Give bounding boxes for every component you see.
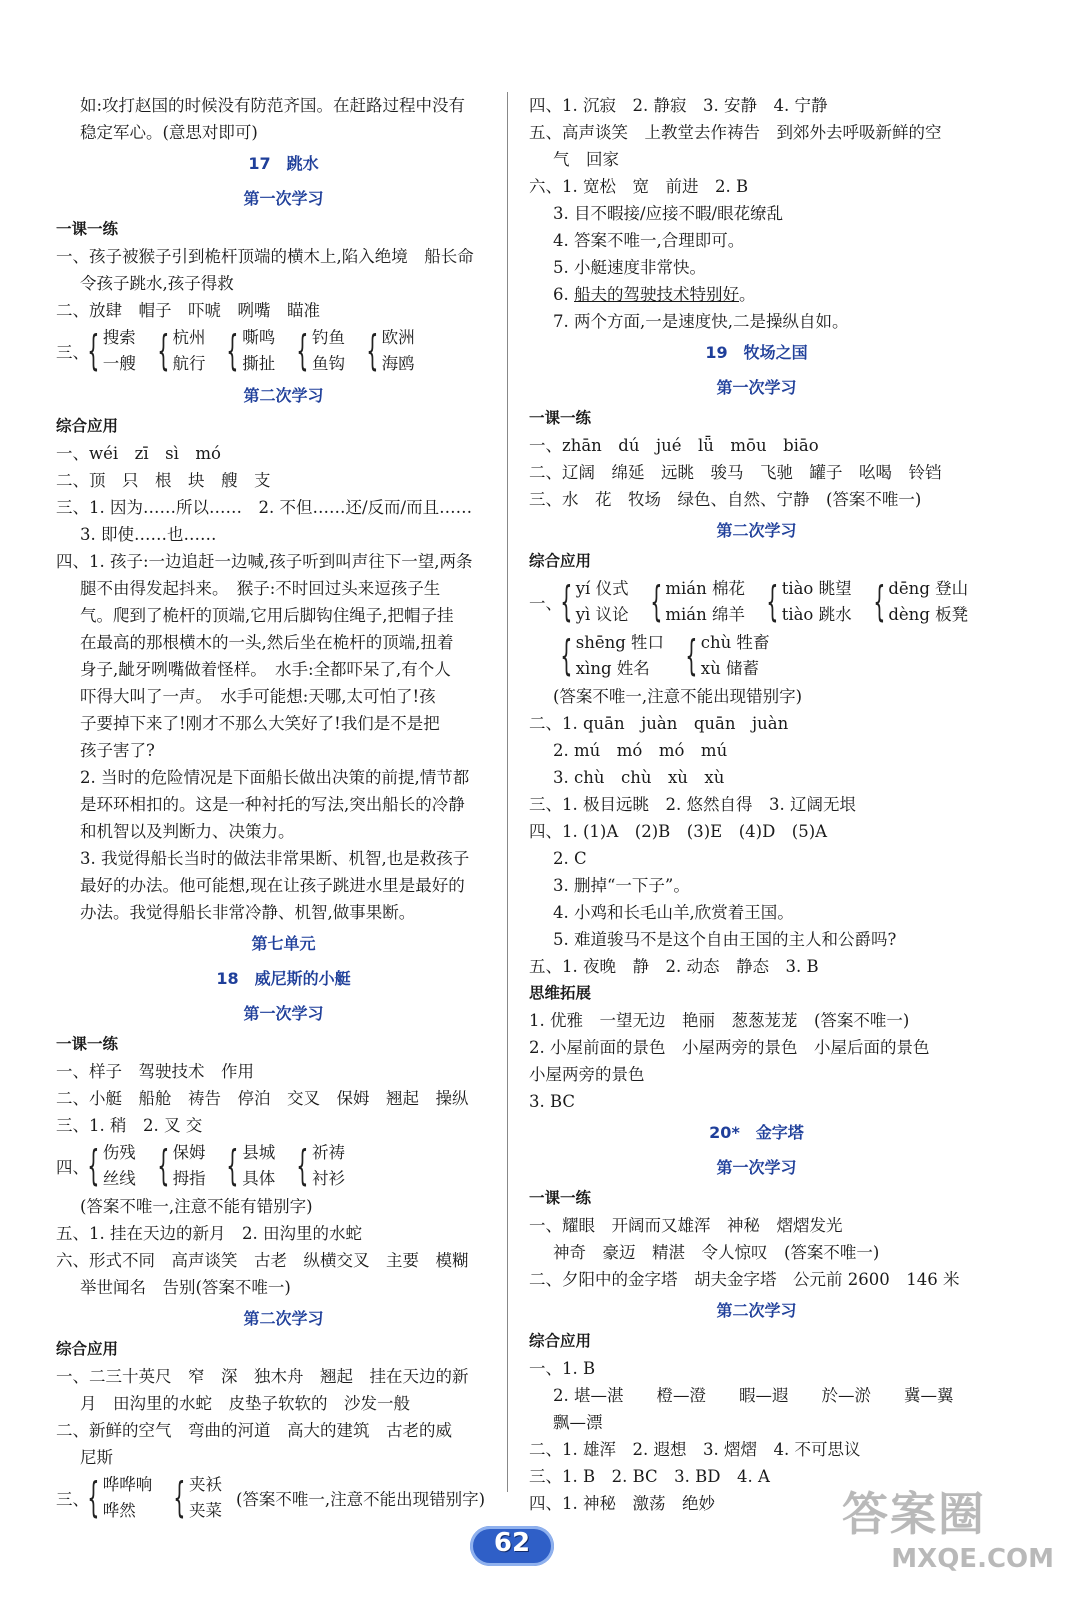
brace-icon: { — [226, 1141, 239, 1190]
answer-line: 最好的办法。他可能想,现在让孩子跳进水里是最好的 — [80, 876, 465, 895]
word: 搜索 — [102, 328, 136, 347]
word-stack — [382, 325, 415, 377]
brace-pair — [166, 1472, 222, 1524]
column-divider — [507, 92, 508, 1492]
answer-note: (答案不唯一,注意不能出现错别字) — [235, 1490, 486, 1509]
subsection-label: 一课一练 — [56, 220, 119, 238]
word-stack — [103, 325, 136, 377]
answer-line: 腿不由得发起抖来。 猴子:不时回过头来逗孩子生 — [80, 579, 441, 598]
word: 保姆 — [172, 1143, 206, 1162]
answer-line: 四、1. 沉寂 2. 静寂 3. 安静 4. 宁静 — [529, 96, 828, 115]
word: yí 仪式 — [575, 579, 629, 598]
word: xìng 姓名 — [575, 659, 650, 678]
brace-pair — [759, 576, 852, 628]
word: 夹菜 — [188, 1501, 222, 1520]
brace-icon: { — [296, 326, 309, 375]
answer-line: 1. 优雅 一望无边 艳丽 葱葱茏茏 (答案不唯一) — [529, 1011, 910, 1030]
answer-line: (答案不唯一,注意不能出现错别字) — [553, 687, 803, 706]
brace-icon: { — [157, 326, 170, 375]
word: 欧洲 — [381, 328, 415, 347]
word-stack — [665, 576, 745, 628]
answer-line: 二、新鲜的空气 弯曲的河道 高大的建筑 古老的威 — [56, 1421, 452, 1440]
answer-line: 孩子害了? — [80, 741, 155, 760]
answer-line: 三、1. 稍 2. 叉 交 — [56, 1116, 203, 1135]
section-heading: 第一次学习 — [716, 378, 797, 397]
section-heading: 第二次学习 — [716, 1301, 797, 1320]
word: 哗哗响 — [102, 1475, 153, 1494]
item-number: 三、 — [56, 343, 89, 362]
word: 海鸥 — [381, 354, 415, 373]
subsection-label: 一课一练 — [529, 1189, 592, 1207]
answer-line: 一、zhān dú jué lǖ mōu biāo — [529, 436, 819, 455]
answer-line: 3. chù chù xù xù — [553, 768, 725, 787]
brace-pair — [553, 630, 664, 682]
section-heading: 第二次学习 — [243, 386, 324, 405]
brace-icon: { — [226, 326, 239, 375]
brace-group — [56, 1139, 511, 1193]
brace-icon: { — [366, 326, 379, 375]
answer-line: 三、1. 极目远眺 2. 悠然自得 3. 辽阔无垠 — [529, 795, 856, 814]
answer-line: 举世闻名 告别(答案不唯一) — [80, 1278, 291, 1297]
word-stack — [103, 1472, 153, 1524]
answer-line: 3. 我觉得船长当时的做法非常果断、机智,也是救孩子 — [80, 849, 470, 868]
word-stack — [312, 1140, 345, 1192]
item-number: 一、 — [529, 594, 562, 613]
right-column — [529, 92, 984, 1517]
subsection-label: 综合应用 — [529, 552, 592, 570]
answer-line: 气 回家 — [553, 150, 619, 169]
watermark-line1: 答案圈 — [842, 1487, 986, 1541]
word-stack — [103, 1140, 136, 1192]
brace-group — [529, 629, 984, 683]
word: dēng 登山 — [888, 579, 969, 598]
word-stack — [576, 576, 629, 628]
brace-pair — [678, 630, 769, 682]
word: 夹袄 — [188, 1475, 222, 1494]
section-heading: 第二次学习 — [716, 521, 797, 540]
answer-line: 7. 两个方面,一是速度快,二是操纵自如。 — [553, 312, 849, 331]
answer-line: 二、顶 只 根 块 艘 支 — [56, 471, 271, 490]
answer-line: 一、wéi zī sì mó — [56, 444, 221, 463]
underlined-answer: 船夫的驾驶技术特别好 — [574, 285, 739, 304]
left-column — [56, 92, 511, 1525]
answer-line: 一、二三十英尺 窄 深 独木舟 翘起 挂在天边的新 — [56, 1367, 469, 1386]
word-stack — [312, 325, 345, 377]
word: mián 棉花 — [665, 579, 745, 598]
answer-line: 五、1. 挂在天边的新月 2. 田沟里的水蛇 — [56, 1224, 362, 1243]
word: 具体 — [242, 1169, 276, 1188]
brace-group — [56, 324, 511, 378]
section-heading: 20* 金字塔 — [709, 1123, 804, 1142]
word: 杭州 — [172, 328, 206, 347]
answer-line: 四、1. 孩子:一边追赶一边喊,孩子听到叫声往下一望,两条 — [56, 552, 473, 571]
word: 鱼钩 — [311, 354, 345, 373]
answer-line: 5. 小艇速度非常快。 — [553, 258, 706, 277]
word: chù 牲畜 — [700, 633, 770, 652]
answer-line: 飘—漂 — [553, 1413, 603, 1432]
subsection-label: 思维拓展 — [529, 984, 592, 1002]
brace-pair — [150, 325, 206, 377]
brace-pair — [219, 1140, 275, 1192]
answer-line: 小屋两旁的景色 — [529, 1065, 645, 1084]
brace-icon: { — [766, 577, 779, 626]
word: 县城 — [242, 1143, 276, 1162]
answer-line: 二、放肆 帽子 吓唬 咧嘴 瞄准 — [56, 301, 320, 320]
brace-icon: { — [87, 1141, 100, 1190]
brace-group — [56, 1471, 511, 1525]
answer-line: 2. C — [553, 849, 587, 868]
word-stack — [172, 325, 205, 377]
word: yì 议论 — [575, 605, 629, 624]
word: dèng 板凳 — [888, 605, 969, 624]
section-heading: 第一次学习 — [243, 189, 324, 208]
answer-line: 五、高声谈笑 上教堂去作祷告 到郊外去呼吸新鲜的空 — [529, 123, 942, 142]
answer-line: 一、耀眼 开阔而又雄浑 神秘 熠熠发光 — [529, 1216, 843, 1235]
brace-icon: { — [296, 1141, 309, 1190]
brace-pair — [150, 1140, 206, 1192]
brace-pair — [643, 576, 745, 628]
word-stack — [189, 1472, 222, 1524]
brace-icon: { — [649, 577, 662, 626]
brace-pair — [866, 576, 969, 628]
brace-icon: { — [173, 1473, 186, 1522]
answer-line: 六、形式不同 高声谈笑 古老 纵横交叉 主要 模糊 — [56, 1251, 469, 1270]
brace-pair — [80, 325, 136, 377]
answer-line: 三、1. 因为……所以…… 2. 不但……还/反而/而且…… — [56, 498, 473, 517]
answer-line: 二、夕阳中的金字塔 胡夫金字塔 公元前 2600 146 米 — [529, 1270, 960, 1289]
answer-line: 二、1. quān juàn quān juàn — [529, 714, 789, 733]
answer-line: 二、1. 雄浑 2. 遐想 3. 熠熠 4. 不可思议 — [529, 1440, 861, 1459]
item-number: 四、 — [56, 1158, 89, 1177]
answer-line: 稳定军心。(意思对即可) — [80, 123, 258, 142]
answer-line: 在最高的那根横木的一头,然后坐在桅杆的顶端,扭着 — [80, 633, 454, 652]
answer-line: 月 田沟里的水蛇 皮垫子软软的 沙发一般 — [80, 1394, 410, 1413]
answer-line: 4. 小鸡和长毛山羊,欣赏着王国。 — [553, 903, 794, 922]
answer-line: 4. 答案不唯一,合理即可。 — [553, 231, 745, 250]
answer-line: 3. 即使……也…… — [80, 525, 217, 544]
answer-line: 四、1. (1)A (2)B (3)E (4)D (5)A — [529, 822, 828, 841]
watermark-line2: MXQE.COM — [891, 1544, 1054, 1574]
answer-line: 三、水 花 牧场 绿色、自然、宁静 (答案不唯一) — [529, 490, 922, 509]
answer-line: 子要掉下来了!刚才不那么大笑好了!我们是不是把 — [80, 714, 440, 733]
answer-line: 气。爬到了桅杆的顶端,它用后脚钩住绳子,把帽子挂 — [80, 606, 454, 625]
brace-pair — [553, 576, 629, 628]
section-heading: 第七单元 — [251, 934, 316, 953]
answer-line: 2. mú mó mó mú — [553, 741, 728, 760]
word-stack — [701, 630, 770, 682]
section-heading: 第一次学习 — [243, 1004, 324, 1023]
answer-line: 一、样子 驾驶技术 作用 — [56, 1062, 254, 1081]
answer-line: 5. 难道骏马不是这个自由王国的主人和公爵吗? — [553, 930, 897, 949]
answer-line: 3. 删掉“一下子”。 — [553, 876, 690, 895]
brace-icon: { — [560, 577, 573, 626]
answer-line: 二、小艇 船舱 祷告 停泊 交叉 保姆 翘起 操纵 — [56, 1089, 469, 1108]
word: 拇指 — [172, 1169, 206, 1188]
page-number: 62 — [493, 1528, 531, 1558]
section-heading: 17 跳水 — [248, 154, 319, 173]
answer-line: 三、1. B 2. BC 3. BD 4. A — [529, 1467, 770, 1486]
answer-line: 3. 目不暇接/应接不暇/眼花缭乱 — [553, 204, 784, 223]
watermark-logo — [842, 1478, 1064, 1594]
word: shēng 牲口 — [575, 633, 665, 652]
answer-line: 2. 小屋前面的景色 小屋两旁的景色 小屋后面的景色 — [529, 1038, 930, 1057]
brace-pair — [80, 1472, 152, 1524]
word: 伤残 — [102, 1143, 136, 1162]
answer-line: 2. 堪—湛 橙—澄 暇—遐 於—淤 冀—翼 — [553, 1386, 954, 1405]
brace-pair — [80, 1140, 136, 1192]
brace-icon: { — [87, 1473, 100, 1522]
word: tiào 跳水 — [781, 605, 852, 624]
section-heading: 第一次学习 — [716, 1158, 797, 1177]
word: 一艘 — [102, 354, 136, 373]
word-stack — [576, 630, 664, 682]
answer-line: 吓得大叫了一声。 水手可能想:天哪,太可怕了!孩 — [80, 687, 436, 706]
brace-pair — [359, 325, 415, 377]
word-stack — [782, 576, 852, 628]
brace-icon: { — [560, 631, 573, 680]
brace-icon: { — [685, 631, 698, 680]
answer-line: 令孩子跳水,孩子得救 — [80, 274, 234, 293]
word: 丝线 — [102, 1169, 136, 1188]
answer-line: 五、1. 夜晚 静 2. 动态 静态 3. B — [529, 957, 819, 976]
subsection-label: 综合应用 — [529, 1332, 592, 1350]
brace-icon: { — [87, 326, 100, 375]
answer-line: 尼斯 — [80, 1448, 113, 1467]
word-stack — [888, 576, 968, 628]
subsection-label: 一课一练 — [529, 409, 592, 427]
answer-line: 一、孩子被猴子引到桅杆顶端的横木上,陷入绝境 船长命 — [56, 247, 474, 266]
subsection-label: 综合应用 — [56, 1340, 119, 1358]
brace-pair — [289, 1140, 345, 1192]
answer-prefix: 6. — [553, 285, 574, 304]
answer-line — [529, 281, 984, 308]
word-stack — [242, 325, 275, 377]
word: 撕扯 — [242, 354, 276, 373]
answer-line: 神奇 豪迈 精湛 令人惊叹 (答案不唯一) — [553, 1243, 880, 1262]
section-heading: 第二次学习 — [243, 1309, 324, 1328]
section-heading: 19 牧场之国 — [705, 343, 808, 362]
word: 衬衫 — [311, 1169, 345, 1188]
brace-pair — [219, 325, 275, 377]
answer-line: 3. BC — [529, 1092, 576, 1111]
answer-line: 六、1. 宽松 宽 前进 2. B — [529, 177, 749, 196]
answer-line: 如:攻打赵国的时候没有防范齐国。在赶路过程中没有 — [80, 96, 466, 115]
answer-line: 办法。我觉得船长非常冷静、机智,做事果断。 — [80, 903, 416, 922]
word: 航行 — [172, 354, 206, 373]
section-heading: 18 威尼斯的小艇 — [216, 969, 351, 988]
brace-pair — [289, 325, 345, 377]
word-stack — [242, 1140, 275, 1192]
answer-line: 2. 当时的危险情况是下面船长做出决策的前提,情节都 — [80, 768, 470, 787]
answer-line: 四、1. 神秘 激荡 绝妙 — [529, 1494, 715, 1513]
word: tiào 眺望 — [781, 579, 852, 598]
brace-icon: { — [157, 1141, 170, 1190]
brace-icon: { — [872, 577, 886, 626]
answer-suffix: 。 — [739, 285, 756, 304]
word: mián 绵羊 — [665, 605, 745, 624]
answer-line: (答案不唯一,注意不能有错别字) — [80, 1197, 313, 1216]
answer-line: 和机智以及判断力、决策力。 — [80, 822, 295, 841]
word: xù 储蓄 — [700, 659, 759, 678]
word: 钓鱼 — [311, 328, 345, 347]
answer-line: 一、1. B — [529, 1359, 596, 1378]
item-number: 三、 — [56, 1490, 89, 1509]
word-stack — [172, 1140, 205, 1192]
answer-line: 二、辽阔 绵延 远眺 骏马 飞驰 罐子 吆喝 铃铛 — [529, 463, 942, 482]
subsection-label: 综合应用 — [56, 417, 119, 435]
word: 祈祷 — [311, 1143, 345, 1162]
subsection-label: 一课一练 — [56, 1035, 119, 1053]
answer-line: 身子,龇牙咧嘴做着怪样。 水手:全都吓呆了,有个人 — [80, 660, 451, 679]
answer-line: 是环环相扣的。这是一种衬托的写法,突出船长的冷静 — [80, 795, 465, 814]
brace-group — [529, 575, 984, 629]
word: 哗然 — [102, 1501, 136, 1520]
word: 嘶鸣 — [242, 328, 276, 347]
